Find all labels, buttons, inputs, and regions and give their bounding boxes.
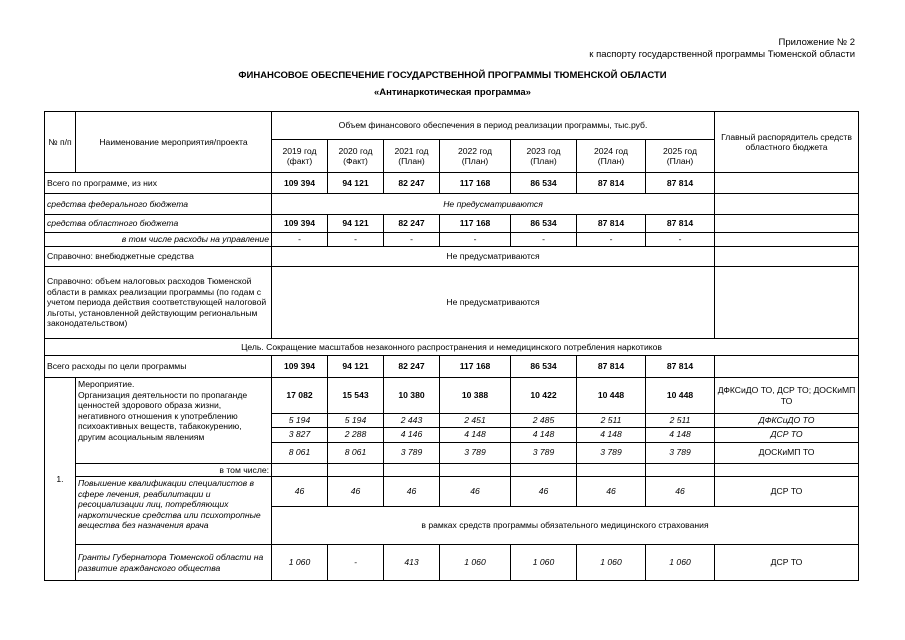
value-cell: 86 534 [511, 215, 577, 233]
value-cell: 413 [384, 545, 440, 581]
merged-text-cell: Не предусматриваются [272, 194, 715, 215]
manager-cell: ДОСКиМП ТО [715, 442, 859, 463]
value-cell: 82 247 [384, 173, 440, 194]
col-manager-header: Главный распорядитель средств областного бюджета [715, 112, 859, 173]
merged-text-cell: Не предусматриваются [272, 247, 715, 267]
manager-cell: ДСР ТО [715, 477, 859, 507]
header-row [45, 112, 859, 140]
value-cell: 87 814 [577, 356, 646, 378]
value-cell: 3 789 [646, 442, 715, 463]
table-row [45, 356, 859, 378]
value-cell: 86 534 [511, 173, 577, 194]
value-cell: 1 060 [511, 545, 577, 581]
financing-table [44, 111, 859, 581]
value-cell: 82 247 [384, 215, 440, 233]
manager-cell [715, 267, 859, 339]
year-header: 2023 год (План) [511, 140, 577, 173]
table-row [45, 233, 859, 247]
value-cell: - [328, 233, 384, 247]
col-name-header: Наименование мероприятия/проекта [76, 112, 272, 173]
row-label: Всего по программе, из них [45, 173, 272, 194]
year-header: 2022 год (План) [440, 140, 511, 173]
value-cell: 4 148 [577, 427, 646, 442]
value-cell: - [511, 233, 577, 247]
value-cell: 8 061 [272, 442, 328, 463]
value-cell: 87 814 [577, 215, 646, 233]
manager-cell: ДСР ТО [715, 545, 859, 581]
value-cell: 10 380 [384, 378, 440, 414]
manager-cell: ДФКСиДО ТО, ДСР ТО; ДОСКиМП ТО [715, 378, 859, 414]
year-header: 2020 год (Факт) [328, 140, 384, 173]
manager-cell [715, 194, 859, 215]
col-num-header: № п/п [45, 112, 76, 173]
value-cell: - [440, 233, 511, 247]
value-cell: 10 448 [577, 378, 646, 414]
value-cell: 3 789 [384, 442, 440, 463]
value-cell: 15 543 [328, 378, 384, 414]
value-cell: 117 168 [440, 215, 511, 233]
value-cell: 2 485 [511, 414, 577, 428]
table-row [45, 247, 859, 267]
value-cell: 1 060 [440, 545, 511, 581]
value-cell: 87 814 [646, 173, 715, 194]
table-row [45, 267, 859, 339]
manager-cell [715, 215, 859, 233]
row-label: Всего расходы по цели программы [45, 356, 272, 378]
year-header: 2021 год (План) [384, 140, 440, 173]
value-cell: 46 [511, 477, 577, 507]
value-cell: 117 168 [440, 356, 511, 378]
value-cell: 5 194 [328, 414, 384, 428]
value-cell: 87 814 [577, 173, 646, 194]
value-cell: 2 511 [646, 414, 715, 428]
measure-row [45, 378, 859, 414]
goal-label: Цель. Сокращение масштабов незаконного распространения и немедицинского потребления наркотиков [45, 339, 859, 356]
value-cell: 46 [646, 477, 715, 507]
value-cell: 3 789 [577, 442, 646, 463]
merged-text-cell: в рамках средств программы обязательного медицинского страхования [272, 507, 859, 545]
appendix-line1: Приложение № 2 [778, 37, 855, 48]
training-row [45, 477, 859, 507]
value-cell: - [384, 233, 440, 247]
value-cell: 2 451 [440, 414, 511, 428]
value-cell: 46 [328, 477, 384, 507]
training-label: Повышение квалификации специалистов в сфере лечения, реабилитации и ресоциализации лиц, потребляющих наркотические средства или психотропные вещества без назначения врача [76, 477, 272, 545]
value-cell: 87 814 [646, 215, 715, 233]
value-cell: 17 082 [272, 378, 328, 414]
including-label: в том числе: [76, 463, 272, 477]
value-cell: 4 148 [511, 427, 577, 442]
grants-row [45, 545, 859, 581]
value-cell: 3 789 [511, 442, 577, 463]
year-header: 2024 год (План) [577, 140, 646, 173]
value-cell: 1 060 [577, 545, 646, 581]
measure-label: Мероприятие. Организация деятельности по пропаганде ценностей здорового образа жизни, негативного отношения к употреблению психоактивных веществ, табакокурению, другим асоциальным явлениям [76, 378, 272, 464]
manager-cell [715, 247, 859, 267]
year-header: 2025 год (План) [646, 140, 715, 173]
value-cell: - [272, 233, 328, 247]
value-cell: 2 443 [384, 414, 440, 428]
value-cell: 2 511 [577, 414, 646, 428]
value-cell: 94 121 [328, 356, 384, 378]
year-header: 2019 год (факт) [272, 140, 328, 173]
value-cell: 10 422 [511, 378, 577, 414]
value-cell: 5 194 [272, 414, 328, 428]
row-label: Справочно: внебюджетные средства [45, 247, 272, 267]
appendix-note [589, 37, 855, 61]
manager-cell [715, 173, 859, 194]
value-cell: 1 060 [646, 545, 715, 581]
grants-label: Гранты Губернатора Тюменской области на развитие гражданского общества [76, 545, 272, 581]
value-cell: 4 146 [384, 427, 440, 442]
value-cell: 4 148 [440, 427, 511, 442]
value-cell: 82 247 [384, 356, 440, 378]
value-cell: 109 394 [272, 173, 328, 194]
value-cell: 117 168 [440, 173, 511, 194]
row-label: Справочно: объем налоговых расходов Тюменской области в рамках реализации программы (по годам с учетом периода действия соответствующей налоговой льготы, установленной действующим региональным законодательством) [45, 267, 272, 339]
value-cell: 8 061 [328, 442, 384, 463]
value-cell: 94 121 [328, 173, 384, 194]
manager-cell: ДФКСиДО ТО [715, 414, 859, 428]
value-cell: 10 448 [646, 378, 715, 414]
value-cell: 3 827 [272, 427, 328, 442]
value-cell: 4 148 [646, 427, 715, 442]
row-label: средства федерального бюджета [45, 194, 272, 215]
value-cell: 86 534 [511, 356, 577, 378]
appendix-line2: к паспорту государственной программы Тюменской области [589, 49, 855, 60]
value-cell: 109 394 [272, 356, 328, 378]
value-cell: - [328, 545, 384, 581]
including-row [45, 463, 859, 477]
value-cell: 109 394 [272, 215, 328, 233]
merged-text-cell: Не предусматриваются [272, 267, 715, 339]
page-subtitle: «Антинаркотическая программа» [374, 87, 531, 98]
table-row [45, 173, 859, 194]
row-label: средства областного бюджета [45, 215, 272, 233]
manager-cell [715, 233, 859, 247]
value-cell: 1 060 [272, 545, 328, 581]
value-cell: - [577, 233, 646, 247]
value-cell: - [646, 233, 715, 247]
col-volume-header: Объем финансового обеспечения в период реализации программы, тыс.руб. [272, 112, 715, 140]
value-cell: 46 [272, 477, 328, 507]
value-cell: 94 121 [328, 215, 384, 233]
value-cell: 3 789 [440, 442, 511, 463]
manager-cell [715, 356, 859, 378]
manager-cell: ДСР ТО [715, 427, 859, 442]
value-cell: 46 [577, 477, 646, 507]
value-cell: 87 814 [646, 356, 715, 378]
value-cell: 10 388 [440, 378, 511, 414]
row-label: в том числе расходы на управление [76, 233, 272, 247]
value-cell: 2 288 [328, 427, 384, 442]
table-row [45, 194, 859, 215]
table-row [45, 215, 859, 233]
page-title: ФИНАНСОВОЕ ОБЕСПЕЧЕНИЕ ГОСУДАРСТВЕННОЙ ПРОГРАММЫ ТЮМЕНСКОЙ ОБЛАСТИ [238, 70, 667, 81]
value-cell: 46 [384, 477, 440, 507]
value-cell: 46 [440, 477, 511, 507]
measure-number: 1. [45, 378, 76, 581]
goal-row [45, 339, 859, 356]
